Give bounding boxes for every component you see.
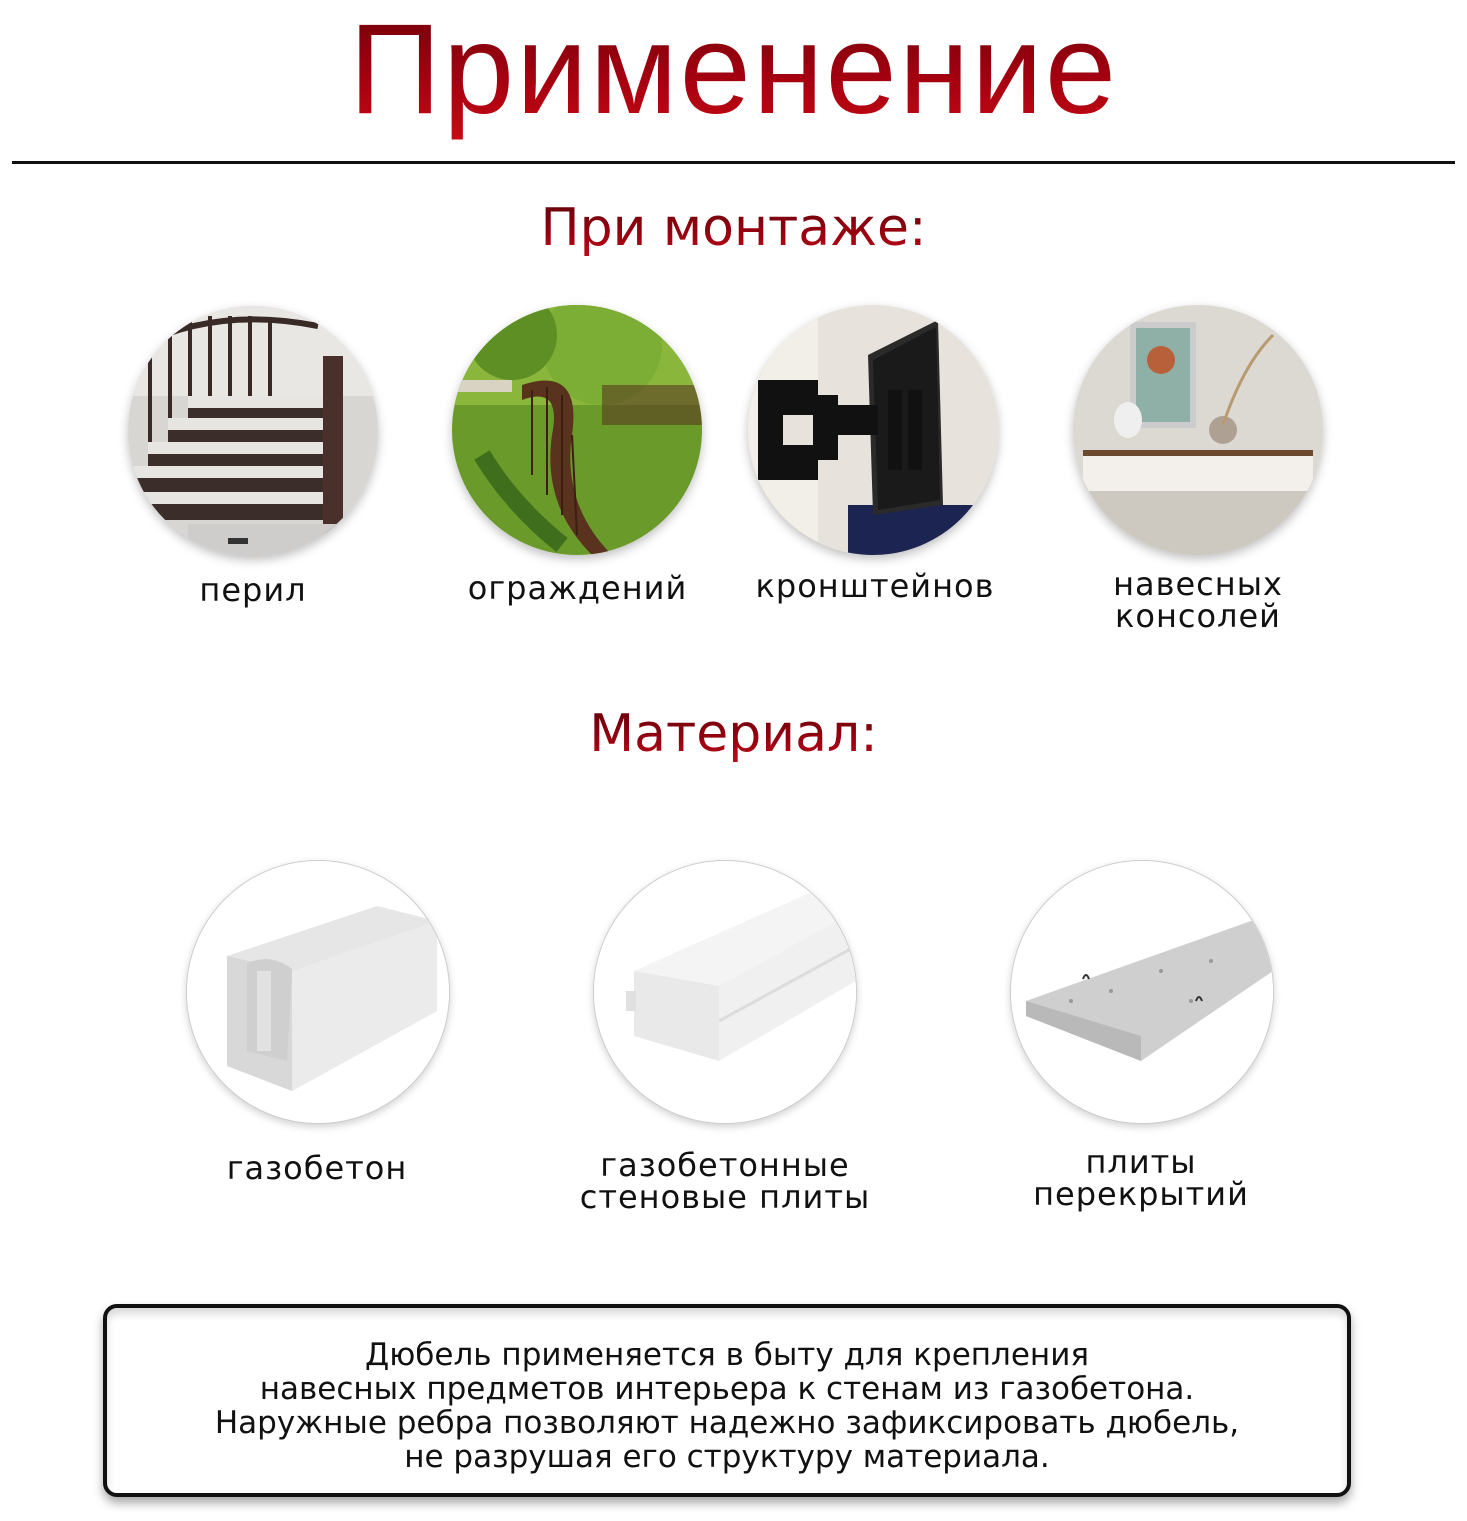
staircase-railing-image: [128, 306, 378, 556]
material-heading: Материал:: [0, 702, 1467, 766]
mounting-heading: При монтаже:: [0, 196, 1467, 260]
material-caption-floor-slabs: [1010, 1143, 1272, 1213]
caption-line: стеновые плиты: [579, 1178, 871, 1216]
description-line: Дюбель применяется в быту для крепления: [364, 1337, 1089, 1373]
mounting-caption-brackets: [735, 567, 1015, 605]
wall-console-image: [1073, 305, 1323, 555]
mounting-caption-railings: [128, 571, 378, 609]
description-line: не разрушая его структуру материала.: [404, 1439, 1050, 1475]
page-title: Применение: [0, 0, 1467, 140]
caption-line: газобетон: [226, 1149, 408, 1187]
caption-line: газобетонные: [600, 1146, 850, 1184]
mounting-caption-consoles: [1073, 565, 1323, 635]
description-line: Наружные ребра позволяют надежно зафиксировать дюбель,: [214, 1405, 1240, 1441]
material-caption-aerated-concrete: [186, 1149, 448, 1187]
aerated-wall-panel-image: [593, 860, 857, 1124]
wooden-fence-image: [452, 305, 702, 555]
caption-line: навесных: [1113, 565, 1283, 603]
description-box: [103, 1304, 1351, 1497]
floor-slab-image: [1010, 860, 1274, 1124]
caption-line: кронштейнов: [755, 567, 995, 605]
mounting-caption-fences: [440, 569, 715, 607]
tv-bracket-image: [748, 305, 998, 555]
caption-line: консолей: [1115, 597, 1281, 635]
title-divider: [12, 161, 1455, 164]
description-line: навесных предметов интерьера к стенам из газобетона.: [259, 1371, 1195, 1407]
caption-line: плиты: [1085, 1143, 1197, 1181]
material-caption-wall-panels: [560, 1146, 890, 1216]
aerated-block-image: [186, 860, 450, 1124]
caption-line: перекрытий: [1033, 1175, 1249, 1213]
caption-line: перил: [199, 571, 307, 609]
description-text: [107, 1338, 1347, 1474]
caption-line: ограждений: [467, 569, 688, 607]
